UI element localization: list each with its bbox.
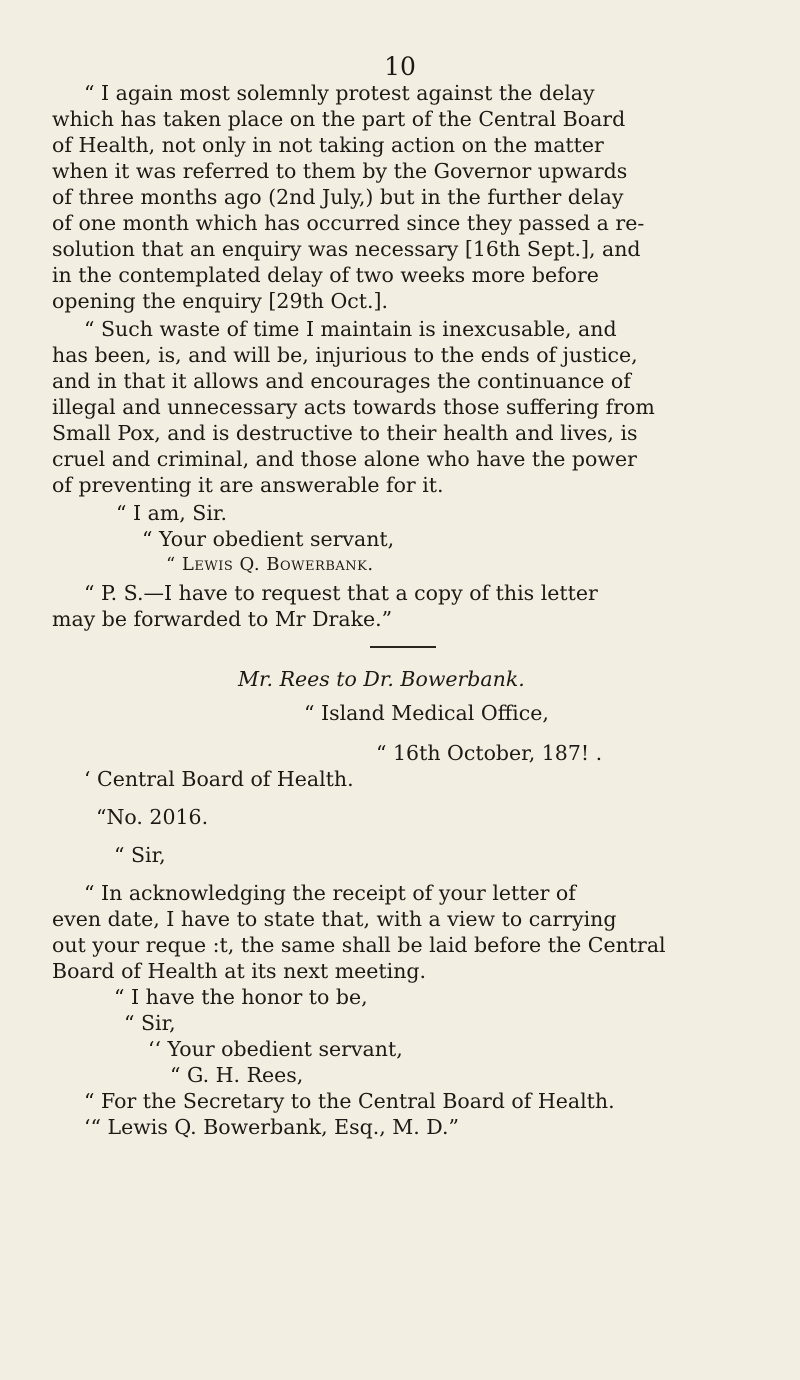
text-line: solution that an enquiry was necessary [16th Sept.], and <box>52 237 641 261</box>
salutation: “ Sir, <box>114 843 166 867</box>
closing-line: “ I am, Sir. <box>116 501 227 525</box>
signature: “ Lewis Q. Bowerbank. <box>166 554 374 575</box>
page-number: 10 <box>384 52 416 81</box>
text-line: “ I again most solemnly protest against the delay <box>84 81 595 105</box>
text-line: of preventing it are answerable for it. <box>52 473 444 497</box>
text-line: has been, is, and will be, injurious to the ends of justice, <box>52 343 638 367</box>
text-line: of three months ago (2nd July,) but in the further delay <box>52 185 624 209</box>
closing-line: “ Your obedient servant, <box>142 527 395 551</box>
text-line: which has taken place on the part of the Central Board <box>52 107 626 131</box>
text-line: and in that it allows and encourages the continuance of <box>52 369 631 393</box>
text-line: illegal and unnecessary acts towards those suffering from <box>52 395 655 419</box>
address-line: “ Island Medical Office, <box>304 701 549 725</box>
closing-line: “ I have the honor to be, <box>114 985 368 1009</box>
text-line: in the contemplated delay of two weeks more before <box>52 263 599 287</box>
text-line: Small Pox, and is destructive to their health and lives, is <box>52 421 638 445</box>
addressee-line: ‘“ Lewis Q. Bowerbank, Esq., M. D.” <box>84 1115 459 1139</box>
closing-line: ‘‘ Your obedient servant, <box>148 1037 403 1061</box>
postscript-line: “ P. S.—I have to request that a copy of this letter <box>84 581 598 605</box>
text-line: when it was referred to them by the Governor upwards <box>52 159 628 183</box>
text-line: out your reque :t, the same shall be laid before the Central <box>52 933 666 957</box>
section-divider <box>370 646 436 648</box>
letter-heading: Mr. Rees to Dr. Bowerbank. <box>238 667 525 691</box>
text-line: opening the enquiry [29th Oct.]. <box>52 289 388 313</box>
text-line: of Health, not only in not taking action on the matter <box>52 133 604 157</box>
text-line: cruel and criminal, and those alone who have the power <box>52 447 637 471</box>
postscript-line: may be forwarded to Mr Drake.” <box>52 607 393 631</box>
text-line: of one month which has occurred since they passed a re- <box>52 211 645 235</box>
text-line: “ Such waste of time I maintain is inexcusable, and <box>84 317 617 341</box>
text-line: Board of Health at its next meeting. <box>52 959 427 983</box>
reference-number: “No. 2016. <box>96 805 209 829</box>
date-line: “ 16th October, 187! . <box>376 741 603 765</box>
signature: “ G. H. Rees, <box>170 1063 304 1087</box>
text-line: even date, I have to state that, with a view to carrying <box>52 907 617 931</box>
closing-line: “ Sir, <box>124 1011 176 1035</box>
recipient-line: ‘ Central Board of Health. <box>84 767 354 791</box>
text-line: “ In acknowledging the receipt of your letter of <box>84 881 576 905</box>
closing-line: “ For the Secretary to the Central Board of Health. <box>84 1089 615 1113</box>
